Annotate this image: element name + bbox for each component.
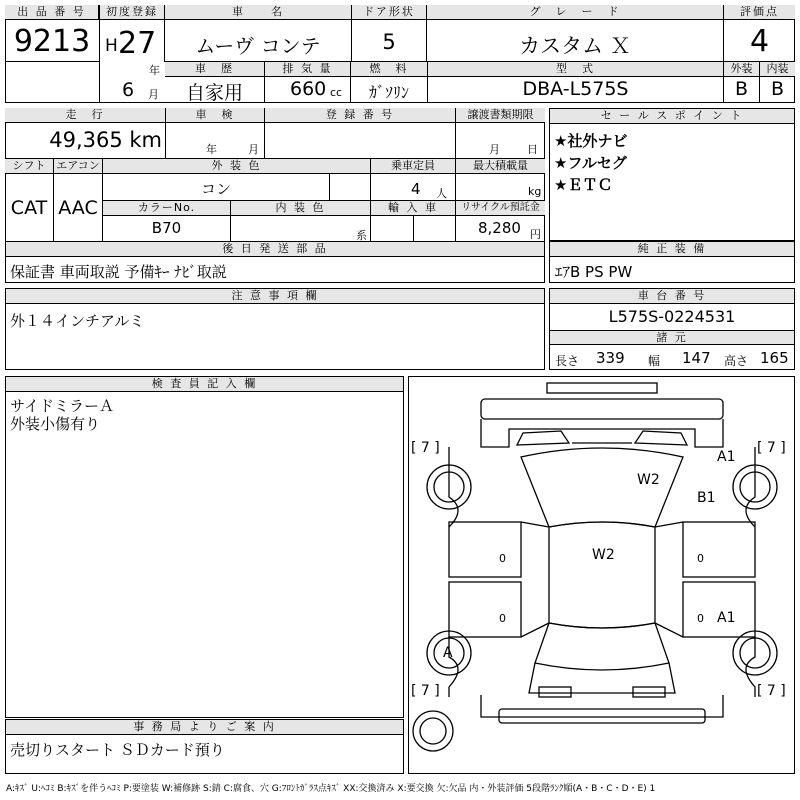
score-header: 評価点 bbox=[724, 5, 795, 20]
office-header: 事 務 局 よ り ご 案 内 bbox=[6, 720, 403, 735]
door-header: ドア形状 bbox=[352, 5, 426, 20]
inspection-year-unit: 年 bbox=[206, 143, 217, 156]
cc-unit: cc bbox=[330, 86, 343, 99]
color-no-header: カラーNo. bbox=[103, 201, 230, 216]
first-reg-header: 初度登録 bbox=[100, 5, 164, 20]
sales-point-3: ★ＥＴＣ bbox=[554, 176, 613, 194]
office-note: 売切りスタート ＳＤカード預り bbox=[10, 741, 225, 759]
exterior-grade-header: 外装 bbox=[724, 62, 759, 77]
capacity-unit: 人 bbox=[436, 187, 447, 200]
era-label: H bbox=[105, 36, 118, 56]
inspection-header: 車 検 bbox=[166, 108, 264, 123]
chassis-number: L575S-0224531 bbox=[608, 307, 736, 326]
int-color-header: 内 装 色 bbox=[231, 201, 370, 216]
recycle-unit: 円 bbox=[530, 228, 541, 241]
ac-header: エアコン bbox=[54, 159, 102, 174]
inspector-line-1: サイドミラーＡ bbox=[10, 397, 114, 415]
mileage: 49,365 km bbox=[49, 128, 162, 152]
load-unit: kg bbox=[528, 185, 542, 198]
history: 自家用 bbox=[185, 82, 243, 104]
length: 339 bbox=[596, 349, 625, 367]
fuel: ｶﾞｿﾘﾝ bbox=[368, 83, 409, 102]
zero-mark-3: 0 bbox=[697, 552, 704, 565]
later-parts: 保証書 車両取説 予備ｷｰ ﾅﾋﾞ取説 bbox=[10, 263, 227, 281]
length-label: 長さ bbox=[555, 354, 580, 368]
interior-grade-header: 内装 bbox=[760, 62, 795, 77]
import-header: 輸 入 車 bbox=[371, 201, 455, 216]
exterior-grade: B bbox=[734, 78, 749, 100]
year-unit: 年 bbox=[149, 64, 160, 77]
max-load-header: 最大積載量 bbox=[456, 159, 545, 174]
door-count: 5 bbox=[382, 30, 396, 54]
capacity-header: 乗車定員 bbox=[371, 159, 455, 174]
shift-header: シフト bbox=[5, 159, 53, 174]
width-label: 幅 bbox=[648, 354, 661, 368]
sales-points-header: セ ー ル ス ポ イ ン ト bbox=[550, 109, 794, 124]
front-right-b1: B1 bbox=[697, 490, 716, 506]
int-color-unit: 系 bbox=[356, 229, 367, 242]
lot-number-header: 出 品 番 号 bbox=[5, 5, 99, 20]
score: 4 bbox=[749, 24, 770, 59]
zero-mark-2: 0 bbox=[499, 612, 506, 625]
car-name-header: 車 名 bbox=[165, 5, 351, 20]
reg-year: 27 bbox=[118, 26, 157, 61]
specs-header: 諸 元 bbox=[550, 330, 794, 345]
capacity: 4 bbox=[411, 180, 421, 198]
model-code: DBA-L575S bbox=[522, 78, 629, 100]
sales-point-2: ★フルセグ bbox=[554, 154, 627, 172]
displacement: 660 bbox=[290, 78, 327, 100]
notes-header: 注 意 事 項 欄 bbox=[6, 289, 544, 304]
height: 165 bbox=[760, 349, 789, 367]
mark-front-right: [ 7 ] bbox=[757, 440, 786, 456]
later-parts-header: 後 日 発 送 部 品 bbox=[5, 242, 545, 257]
chassis-header: 車 台 番 号 bbox=[550, 289, 794, 304]
mark-rear-left: [ 7 ] bbox=[411, 683, 440, 699]
month-unit: 月 bbox=[148, 88, 159, 101]
grade-header: グ レ ー ド bbox=[427, 5, 723, 20]
height-label: 高さ bbox=[724, 354, 749, 368]
inspection-month-unit: 月 bbox=[248, 143, 259, 156]
zero-mark-4: 0 bbox=[697, 612, 704, 625]
fuel-header: 燃 料 bbox=[351, 62, 427, 77]
front-right-a1: A1 bbox=[717, 449, 736, 465]
reg-number-header: 登 録 番 号 bbox=[265, 108, 455, 123]
car-name: ムーヴ コンテ bbox=[195, 34, 321, 58]
inspector-line-2: 外装小傷有り bbox=[10, 415, 101, 433]
sales-point-1: ★社外ナビ bbox=[554, 132, 628, 150]
history-header: 車 歴 bbox=[165, 62, 264, 77]
ext-color: コン bbox=[200, 180, 231, 198]
recycle-header: リサイクル預託金 bbox=[456, 201, 545, 216]
inspector-header: 検 査 員 記 入 欄 bbox=[6, 377, 403, 392]
mark-rear-right: [ 7 ] bbox=[757, 683, 786, 699]
transfer-header: 譲渡書類期限 bbox=[456, 108, 545, 123]
transfer-day-unit: 日 bbox=[527, 143, 538, 156]
hood-damage: W2 bbox=[637, 472, 660, 488]
roof-damage: W2 bbox=[592, 547, 615, 563]
mark-front-left: [ 7 ] bbox=[411, 440, 440, 456]
grade: カスタム Ｘ bbox=[519, 34, 631, 58]
width: 147 bbox=[682, 349, 711, 367]
shift: CAT bbox=[10, 197, 48, 219]
rear-left-wheel-a: A bbox=[443, 645, 453, 661]
recycle-amount: 8,280 bbox=[478, 219, 521, 237]
legend: A:ｷｽﾞ U:ﾍｺﾐ B:ｷｽﾞを伴うﾍｺﾐ P:要塗装 W:補修跡 S:錆 C:腐食、穴 G:ﾌﾛﾝﾄｶﾞﾗｽ点ｷｽﾞ XX:交換済み X:要交換 欠:欠品 内・外装評価 5段階ﾗﾝｸ順(A・B・C・D・E) 1 bbox=[6, 784, 656, 794]
zero-mark-1: 0 bbox=[499, 552, 506, 565]
genuine-equipment: ｴｱB PS PW bbox=[555, 263, 633, 281]
damage-diagram bbox=[408, 376, 795, 774]
displacement-header: 排 気 量 bbox=[265, 62, 350, 77]
mileage-header: 走 行 bbox=[5, 108, 165, 123]
ext-color-header: 外 装 色 bbox=[103, 159, 370, 174]
genuine-header: 純 正 装 備 bbox=[550, 242, 794, 257]
interior-grade: B bbox=[770, 78, 785, 100]
lot-number: 9213 bbox=[13, 24, 91, 59]
model-code-header: 型 式 bbox=[428, 62, 723, 77]
reg-month: 6 bbox=[122, 79, 135, 101]
ac: AAC bbox=[58, 197, 98, 219]
transfer-month-unit: 月 bbox=[489, 143, 500, 156]
car-outline bbox=[409, 377, 796, 775]
color-no: B70 bbox=[151, 219, 182, 237]
notes: 外１４インチアルミ bbox=[10, 312, 145, 330]
rear-right-a1: A1 bbox=[717, 610, 736, 626]
